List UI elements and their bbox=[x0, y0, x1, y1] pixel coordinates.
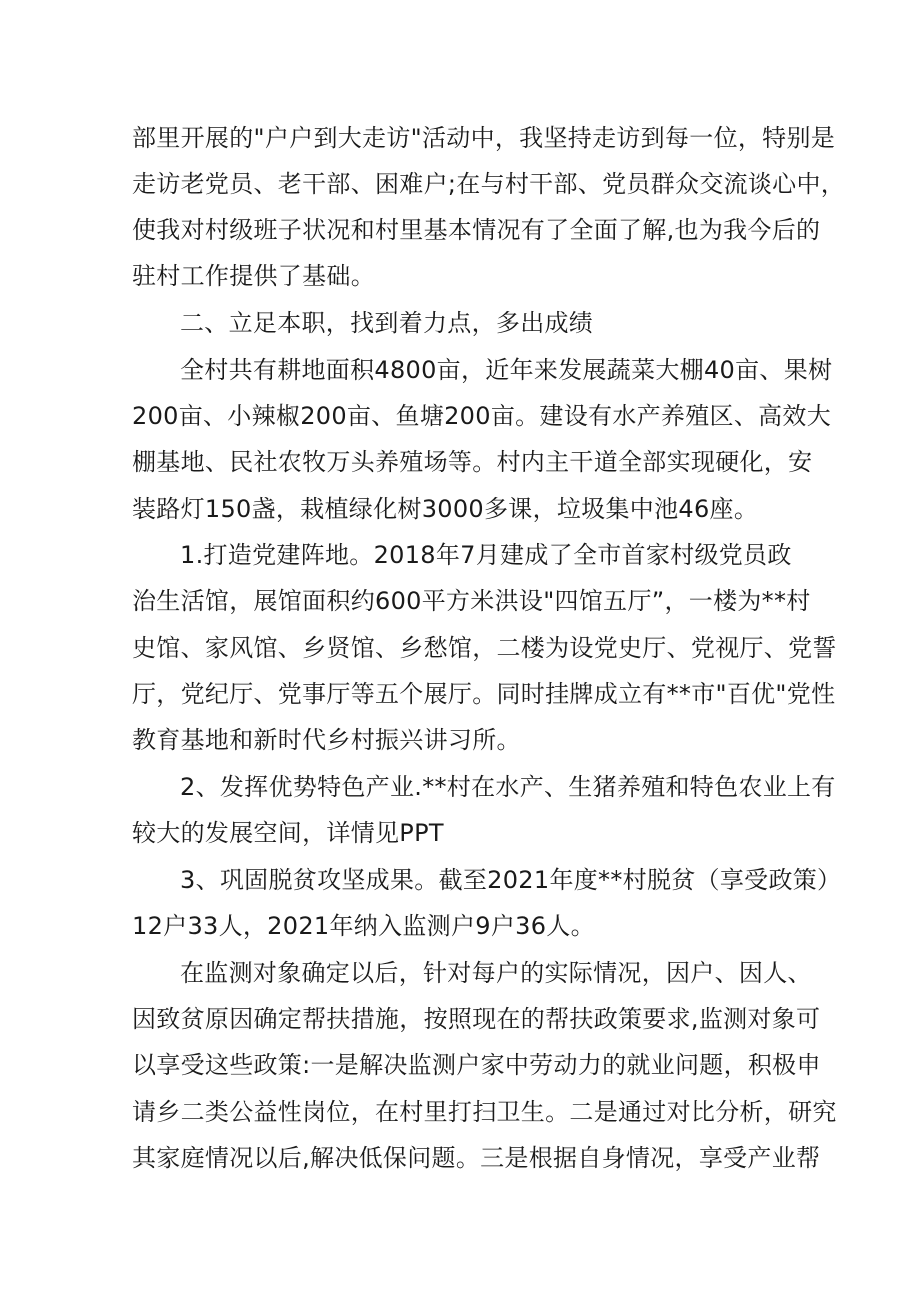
text-line: 在监测对象确定以后，针对每户的实际情况，因户、因人、 bbox=[180, 959, 812, 987]
text-line: 部里开展的"户户到大走访"活动中，我坚持走访到每一位，特别是 bbox=[132, 124, 836, 152]
text-line: 厅，党纪厅、党事厅等五个展厅。同时挂牌成立有**市"百优"党性 bbox=[132, 680, 836, 708]
text-line: 较大的发展空间，详情见PPT bbox=[132, 819, 444, 847]
text-line: 走访老党员、老干部、困难户;在与村干部、党员群众交流谈心中， bbox=[132, 170, 846, 198]
text-line: 请乡二类公益性岗位，在村里打扫卫生。二是通过对比分析，研究 bbox=[132, 1098, 837, 1126]
item-heading: 2、发挥优势特色产业.**村在水产、生猪养殖和特色农业上有 bbox=[180, 773, 836, 801]
text-line: 使我对村级班子状况和村里基本情况有了全面了解,也为我今后的 bbox=[132, 216, 821, 244]
item-heading: 1.打造党建阵地。2018年7月建成了全市首家村级党员政 bbox=[180, 541, 792, 569]
text-line: 200亩、小辣椒200亩、鱼塘200亩。建设有水产养殖区、高效大 bbox=[132, 402, 832, 430]
text-line: 驻村工作提供了基础。 bbox=[132, 262, 375, 290]
text-line: 其家庭情况以后,解决低保问题。三是根据自身情况，享受产业帮 bbox=[132, 1144, 821, 1172]
text-line: 教育基地和新时代乡村振兴讲习所。 bbox=[132, 726, 521, 754]
text-line: 以享受这些政策:一是解决监测户家中劳动力的就业问题，积极申 bbox=[132, 1051, 821, 1079]
text-line: 因致贫原因确定帮扶措施，按照现在的帮扶政策要求,监测对象可 bbox=[132, 1005, 821, 1033]
text-line: 12户33人，2021年纳入监测户9户36人。 bbox=[132, 912, 595, 940]
text-line: 治生活馆，展馆面积约600平方米洪设"四馆五厅”，一楼为**村 bbox=[132, 587, 811, 615]
text-line: 史馆、家风馆、乡贤馆、乡愁馆，二楼为设党史厅、党视厅、党誓 bbox=[132, 634, 837, 662]
section-heading: 二、立足本职，找到着力点，多出成绩 bbox=[180, 309, 594, 337]
text-line: 装路灯150盏，栽植绿化树3000多课，垃圾集中池46座。 bbox=[132, 495, 759, 523]
text-line: 全村共有耕地面积4800亩，近年来发展蔬菜大棚40亩、果树 bbox=[180, 356, 833, 384]
item-heading: 3、巩固脱贫攻坚成果。截至2021年度**村脱贫（享受政策） bbox=[180, 866, 842, 894]
text-line: 棚基地、民社农牧万头养殖场等。村内主干道全部实现硬化，安 bbox=[132, 448, 813, 476]
